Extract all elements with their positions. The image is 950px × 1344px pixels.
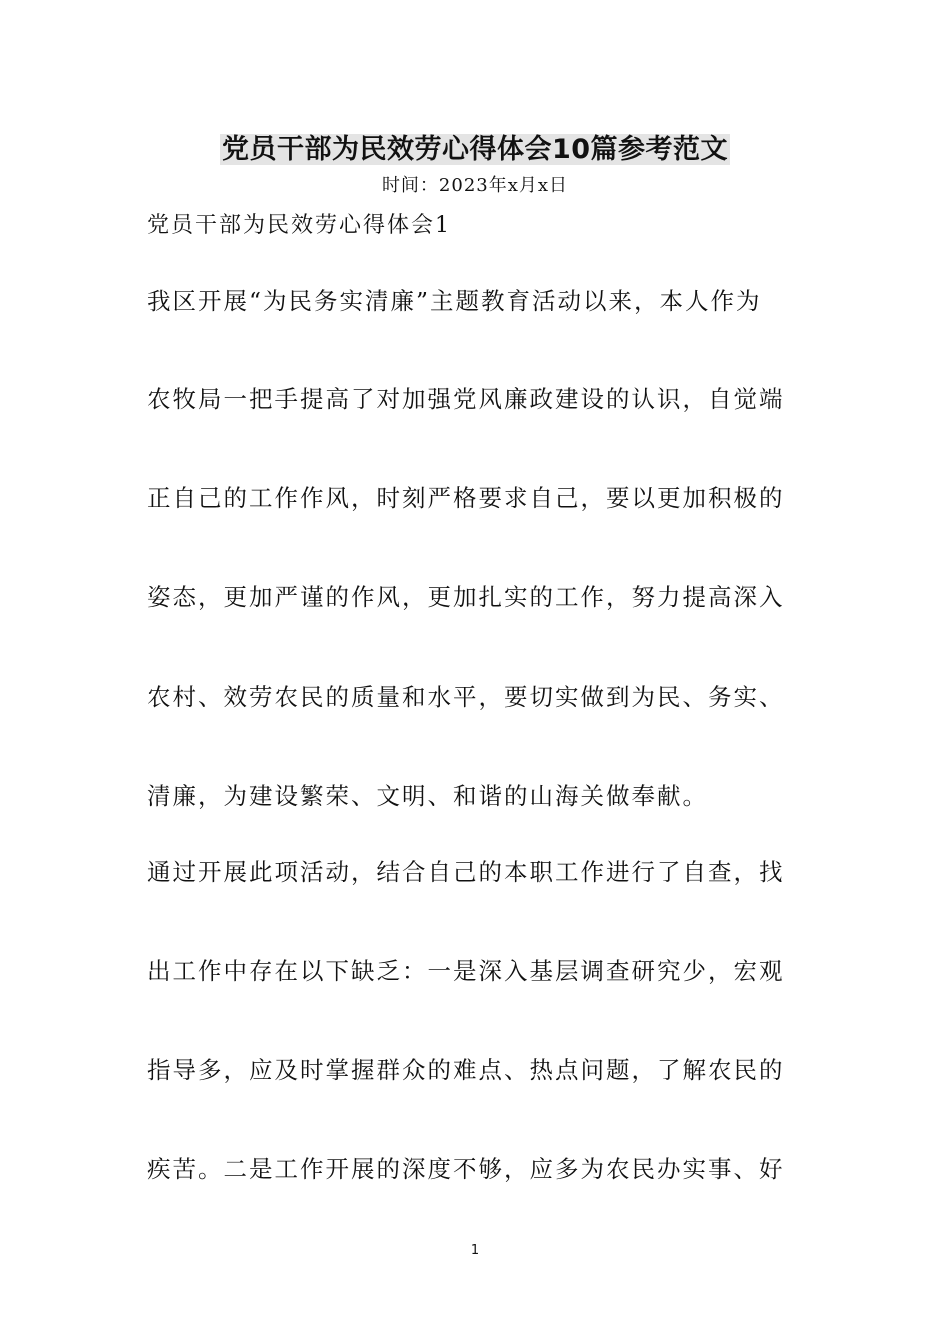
section-heading: 党员干部为民效劳心得体会1 (147, 213, 451, 238)
body-line-7: 通过开展此项活动，结合自己的本职工作进行了自查，找 (147, 858, 785, 886)
body-line-3: 正自己的工作作风，时刻严格要求自己，要以更加积极的 (147, 484, 785, 512)
body-line-2: 农牧局一把手提高了对加强党风廉政建设的认识，自觉端 (147, 385, 785, 413)
document-title-text: 党员干部为民效劳心得体会10篇参考范文 (221, 134, 729, 165)
body-line-5: 农村、效劳农民的质量和水平，要切实做到为民、务实、 (147, 683, 785, 711)
body-line-9: 指导多，应及时掌握群众的难点、热点问题，了解农民的 (147, 1056, 785, 1084)
page-number: 1 (470, 1243, 480, 1258)
document-title (0, 130, 950, 170)
body-line-1: 我区开展“为民务实清廉”主题教育活动以来，本人作为 (147, 287, 762, 315)
body-line-10: 疾苦。二是工作开展的深度不够，应多为农民办实事、好 (147, 1155, 785, 1183)
body-line-8: 出工作中存在以下缺乏：一是深入基层调查研究少，宏观 (147, 957, 785, 985)
document-date: 时间：2023年x月x日 (381, 175, 569, 196)
body-line-6: 清廉，为建设繁荣、文明、和谐的山海关做奉献。 (147, 782, 708, 810)
body-line-4: 姿态，更加严谨的作风，更加扎实的工作，努力提高深入 (147, 583, 785, 611)
